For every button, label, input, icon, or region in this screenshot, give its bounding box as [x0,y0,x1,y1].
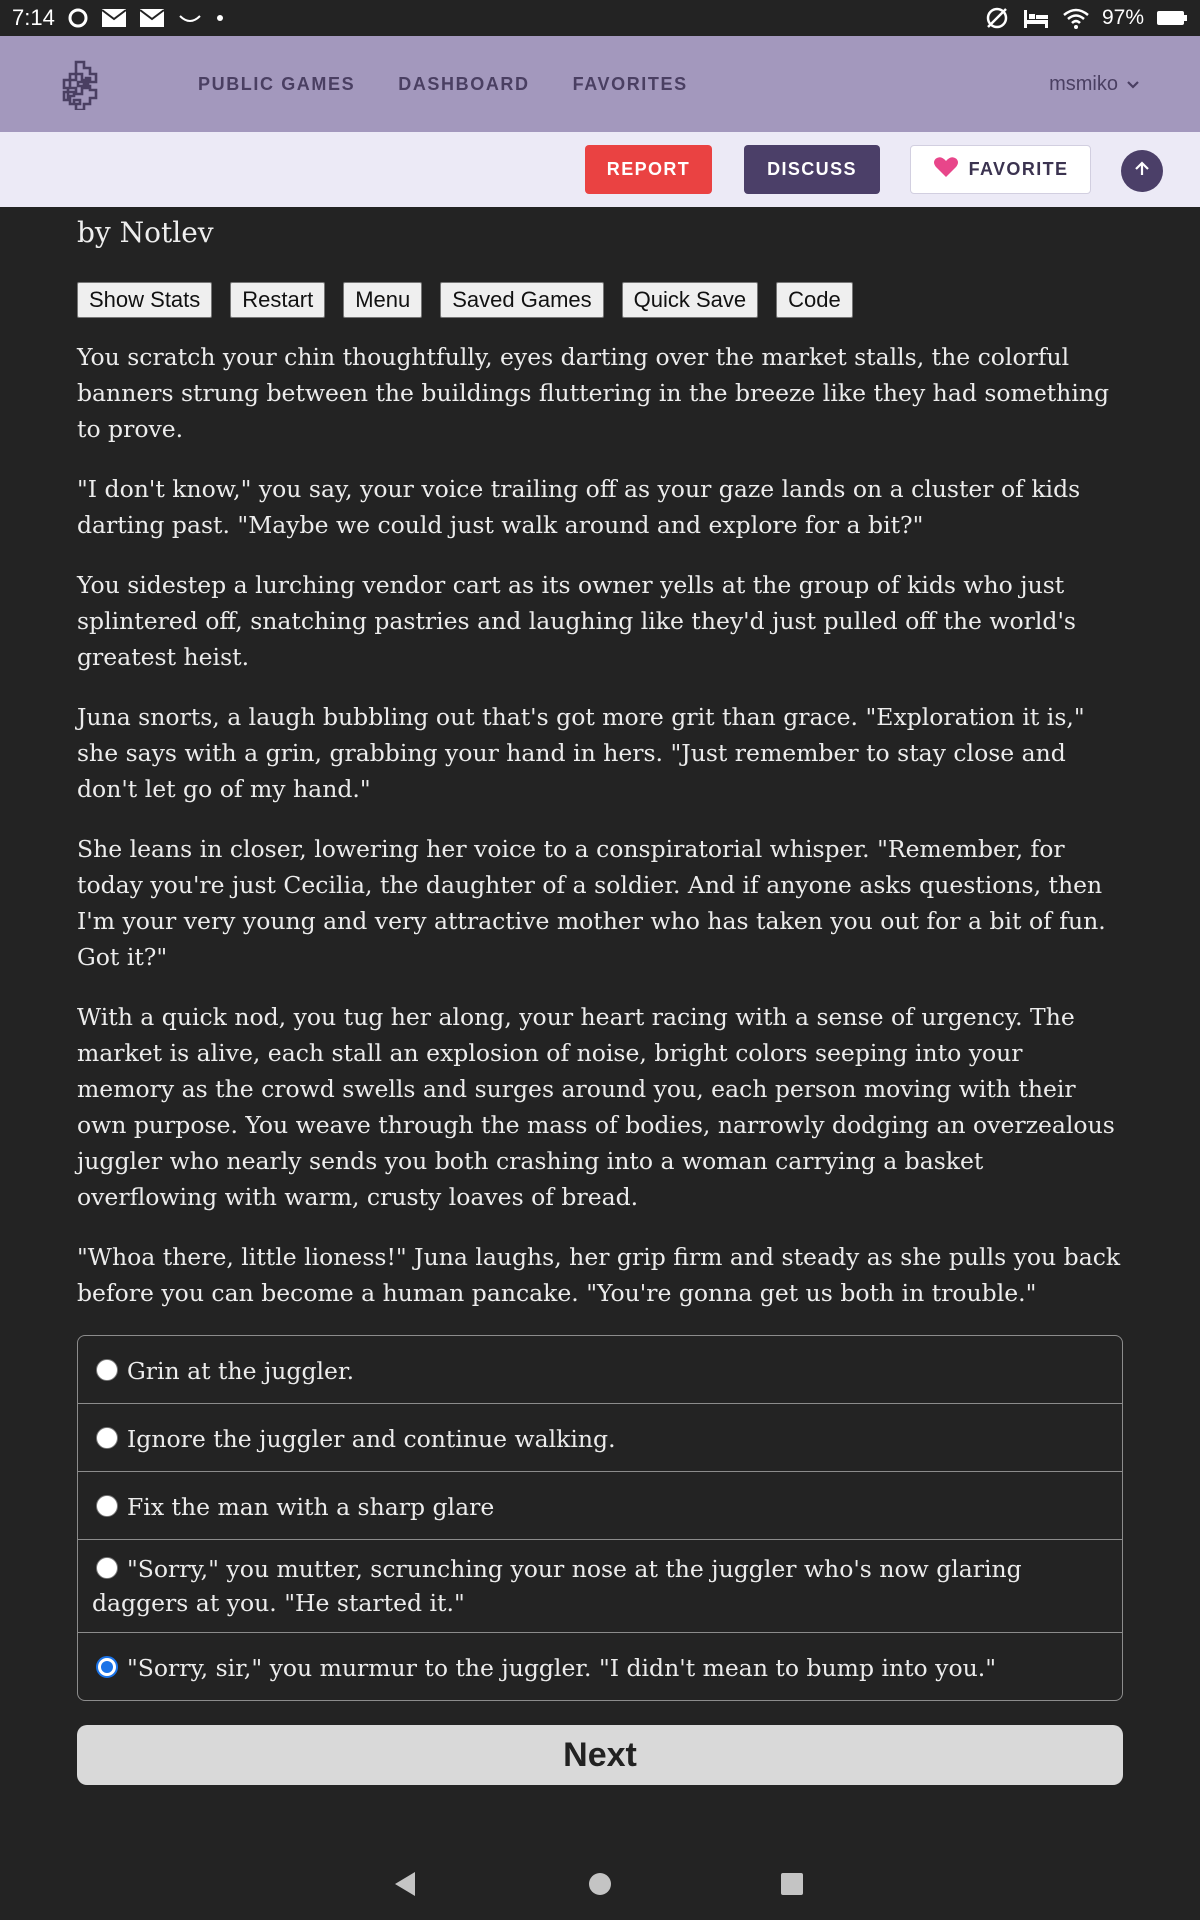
game-toolbar [77,282,1123,318]
chevron-down-icon [1126,73,1140,96]
choice-list [77,1335,1123,1701]
battery-percent: 97% [1101,6,1144,29]
no-sim-icon [984,5,1010,31]
radio-button[interactable] [96,1427,118,1449]
scroll-to-top-button[interactable] [1121,150,1163,192]
action-bar [0,132,1200,207]
clock: 7:14 [12,5,55,30]
choice-option[interactable] [78,1539,1122,1632]
nav-dashboard[interactable]: DASHBOARD [398,73,530,94]
favorite-button[interactable] [910,145,1091,194]
story-text [77,339,1123,1311]
story-paragraph: "I don't know," you say, your voice trailing off as your gaze lands on a cluster of kids darting past. "Maybe we could just walk around and explore for a bit?" [77,475,1081,539]
smile-icon [177,8,203,28]
nav-public-games[interactable]: PUBLIC GAMES [198,73,356,94]
arrow-up-icon [1133,160,1151,182]
radio-button[interactable] [96,1557,118,1579]
username: msmiko [1049,72,1118,95]
battery-icon [1156,9,1188,27]
game-content [77,207,1123,1785]
back-icon[interactable] [393,1871,417,1901]
favorite-label: FAVORITE [968,159,1069,179]
radio-button-selected[interactable] [96,1656,118,1678]
choice-option[interactable] [78,1471,1122,1539]
site-logo-icon[interactable] [56,58,108,110]
choice-label: "Sorry," you mutter, scrunching your nose at the juggler who's now glaring daggers at you. "He started it." [92,1555,1022,1617]
bed-icon [1022,6,1050,30]
choice-option-selected[interactable] [78,1632,1122,1700]
show-stats-button[interactable]: Show Stats [77,282,212,318]
story-paragraph: She leans in closer, lowering her voice to a conspiratorial whisper. "Remember, for today you're just Cecilia, the daughter of a soldier. And if anyone asks questions, then I'm your very young and very attractive mother who has taken you out for a bit of fun. Got it?" [77,835,1106,971]
circle-app-icon [67,7,89,29]
story-paragraph: With a quick nod, you tug her along, your heart racing with a sense of urgency. The market is alive, each stall an explosion of noise, bright colors seeping into your memory as the crowd swells and surges around you, each person moving with their own purpose. You weave through the mass of bodies, narrowly dodging an overzealous juggler who nearly sends you both crashing into a woman carrying a basket overflowing with warm, crusty loaves of bread. [77,1003,1115,1211]
story-paragraph: Juna snorts, a laugh bubbling out that's got more grit than grace. "Exploration it is," she says with a grin, grabbing your hand in hers. "Just remember to stay close and don't let go of my hand." [77,703,1085,803]
report-button[interactable]: REPORT [585,145,712,194]
dot-icon [215,13,225,23]
home-icon[interactable] [588,1872,612,1900]
story-paragraph: You sidestep a lurching vendor cart as its owner yells at the group of kids who just splintered off, snatching pastries and laughing like they'd just pulled off the world's greatest heist. [77,571,1076,671]
top-navbar [0,36,1200,132]
choice-label: "Sorry, sir," you murmur to the juggler. "I didn't mean to bump into you." [127,1654,997,1682]
story-paragraph: You scratch your chin thoughtfully, eyes darting over the market stalls, the colorful banners strung between the buildings fluttering in the breeze like they had something to prove. [77,343,1110,443]
choice-label: Grin at the juggler. [127,1357,355,1385]
discuss-button[interactable]: DISCUSS [744,145,880,194]
choice-option[interactable] [78,1336,1122,1403]
wifi-icon [1062,6,1090,30]
system-navigation-bar [0,1850,1200,1916]
mail-icon [139,8,165,28]
restart-button[interactable]: Restart [230,282,325,318]
mail-icon [101,8,127,28]
recents-icon[interactable] [780,1872,804,1900]
story-paragraph: "Whoa there, little lioness!" Juna laughs, her grip firm and steady as she pulls you back before you can become a human pancake. "You're gonna get us both in trouble." [77,1243,1121,1307]
nav-favorites[interactable]: FAVORITES [572,73,688,94]
next-button[interactable]: Next [77,1725,1123,1785]
quick-save-button[interactable]: Quick Save [622,282,759,318]
code-button[interactable]: Code [776,282,853,318]
user-menu[interactable] [1049,36,1140,132]
radio-button[interactable] [96,1495,118,1517]
choice-option[interactable] [78,1403,1122,1471]
menu-button[interactable]: Menu [343,282,422,318]
radio-button[interactable] [96,1359,118,1381]
heart-icon [933,156,959,183]
saved-games-button[interactable]: Saved Games [440,282,603,318]
author-line: by Notlev [77,216,214,249]
choice-label: Fix the man with a sharp glare [127,1493,495,1521]
status-bar [0,0,1200,36]
choice-label: Ignore the juggler and continue walking. [127,1425,616,1453]
